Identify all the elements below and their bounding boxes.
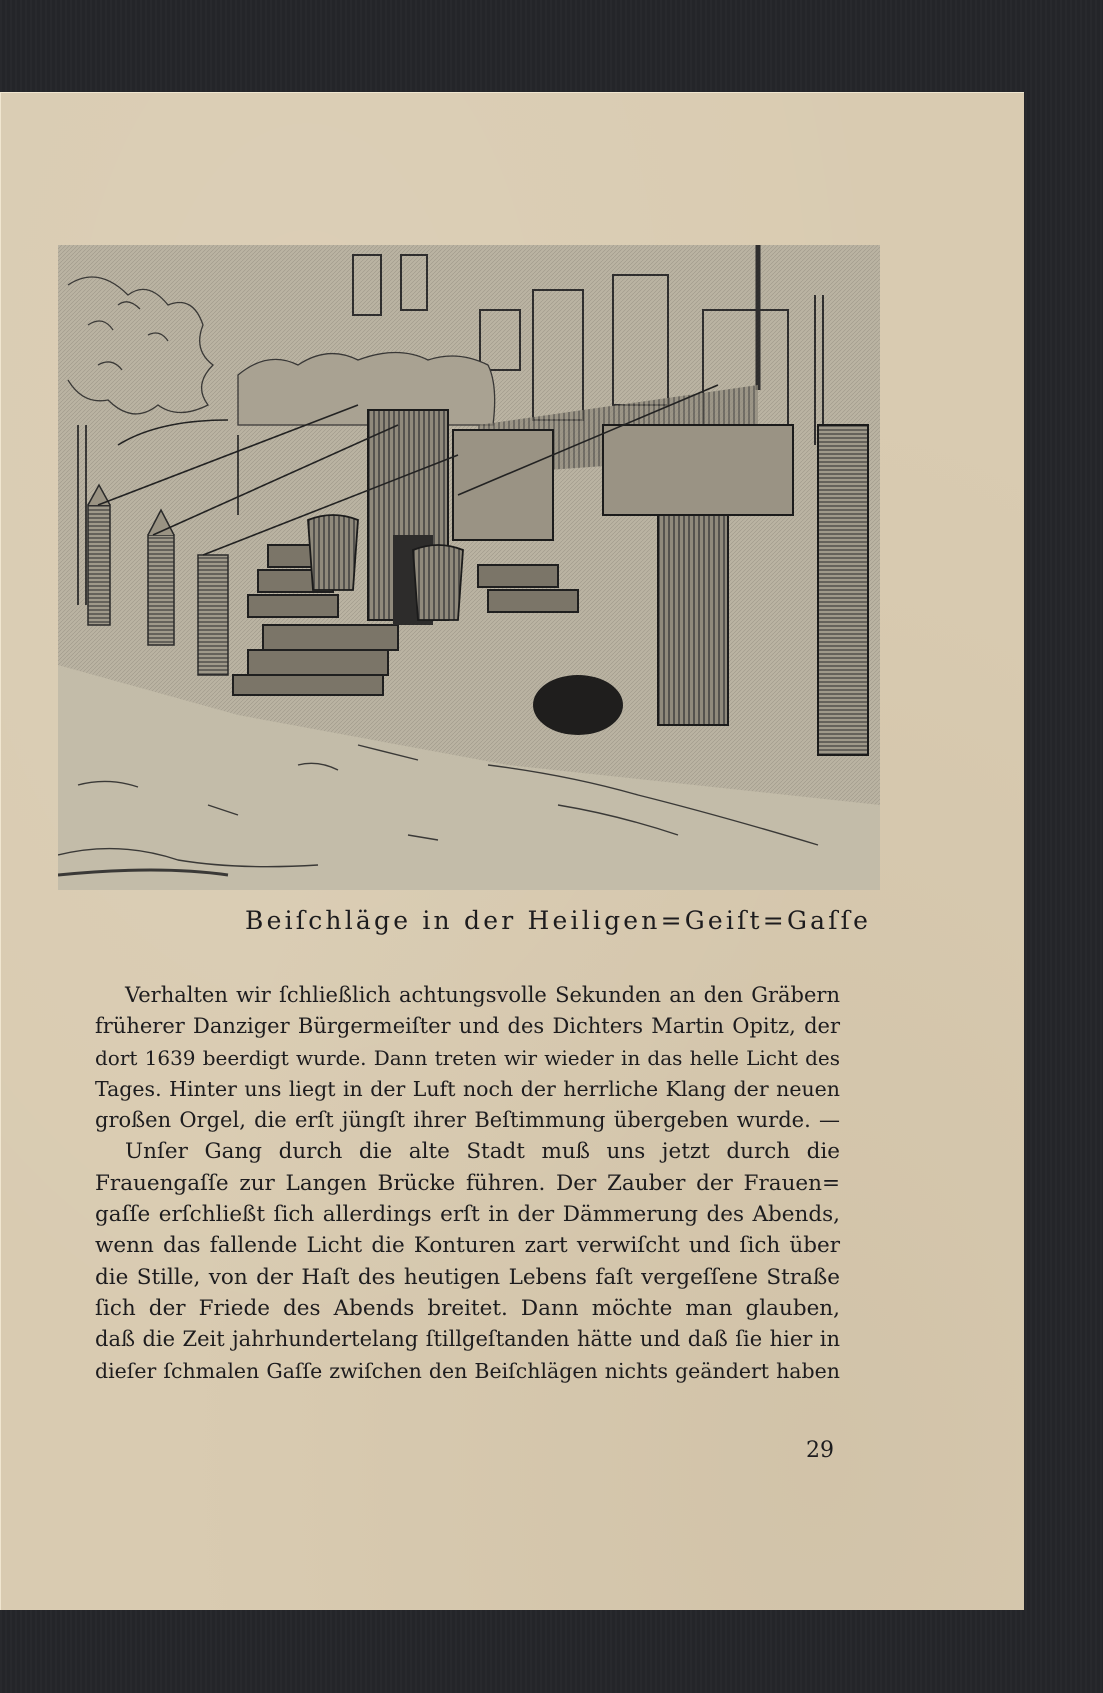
body-line: Unſer Gang durch die alte Stadt muß uns jetzt durch die [125,1139,840,1165]
illustration-beischlaege [58,245,880,890]
cellar-arch [533,675,623,735]
body-line: daß die Zeit jahrhundertelang ſtillgeſtanden hätte und daß ſie hier in [95,1327,840,1352]
body-line: dort 1639 beerdigt wurde. Dann treten wir wieder in das helle Licht des [95,1045,840,1070]
body-line: wenn das fallende Licht die Konturen zart verwiſcht und ſich über [95,1233,840,1259]
body-line: Frauengaſſe zur Langen Brücke führen. Der Zauber der Frauen= [95,1170,840,1196]
figure-caption: Beiſchläge in der Heiligen=Geiſt=Gaſſe [245,906,872,935]
etching-drawing [58,245,880,890]
body-line: Verhalten wir ſchließlich achtungsvolle Sekunden an den Gräbern [125,983,840,1007]
body-line: ſich der Friede des Abends breitet. Dann möchte man glauben, [95,1295,840,1321]
body-line: dieſer ſchmalen Gaſſe zwiſchen den Beiſchlägen nichts geändert haben [95,1358,840,1383]
page-number: 29 [806,1438,834,1463]
body-line: Tages. Hinter uns liegt in der Luft noch der herrliche Klang der neuen [95,1076,840,1101]
body-paragraphs [95,980,840,1387]
body-line: die Stille, von der Haſt des heutigen Lebens faſt vergeſſene Straße [95,1264,840,1290]
body-line: gaſſe erſchließt ſich allerdings erſt in der Dämmerung des Abends, [95,1202,840,1228]
hedge [238,353,495,426]
body-line: früherer Danziger Bürgermeiſter und des Dichters Martin Opitz, der [95,1014,840,1039]
body-line: großen Orgel, die erſt jüngſt ihrer Beſtimmung übergeben wurde. — [95,1108,840,1133]
